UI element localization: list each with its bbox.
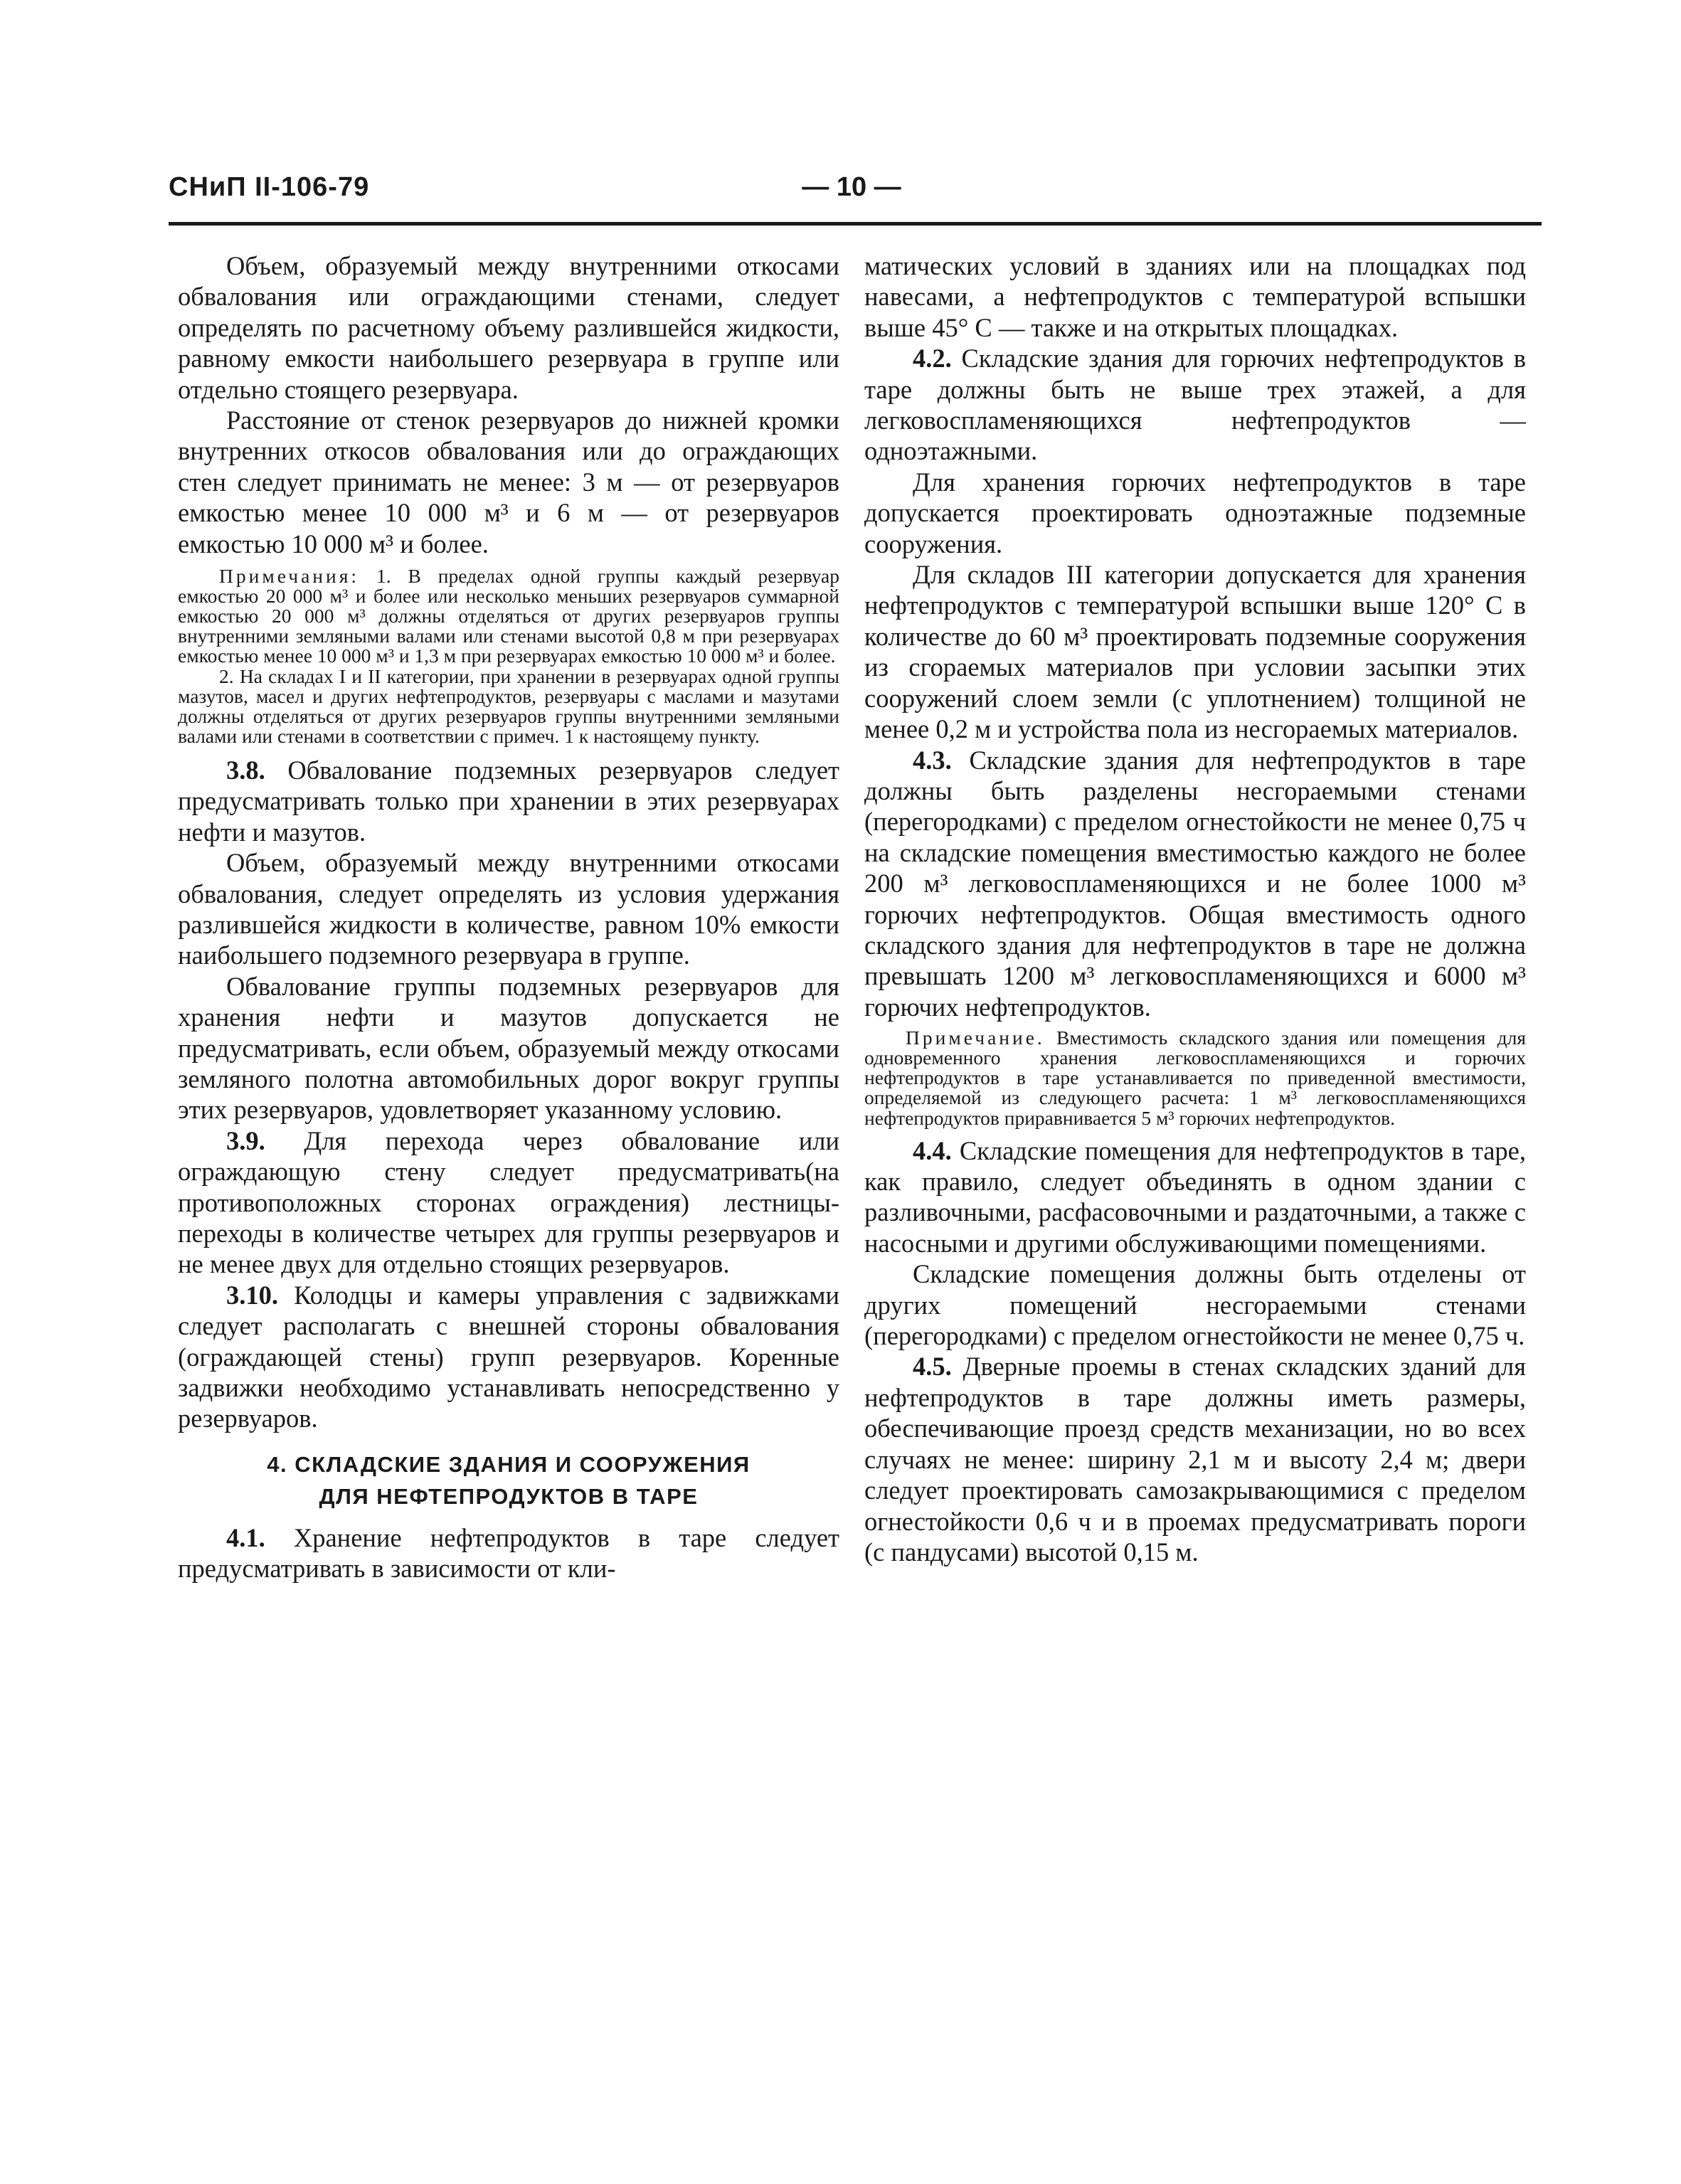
note bbox=[864, 1028, 1526, 1128]
paragraph: Складские помещения должны быть отделены от других помещений несгораемыми стенами (перегородками) с пределом огнестойкости не менее 0,75 ч. bbox=[864, 1259, 1526, 1351]
left-column bbox=[178, 250, 839, 1584]
clause-4-1 bbox=[178, 1522, 839, 1584]
clause-4-5 bbox=[864, 1351, 1526, 1567]
paragraph: Объем, образуемый между внутренними откосами обвалования или ограждающими стенами, следует определять по расчетному объему разлившейся жидкости, равному емкости наибольшего резервуара в группе или отдельно стоящего резервуара. bbox=[178, 251, 839, 404]
clause-number: 4.3. bbox=[913, 745, 952, 775]
clause-text: Колодцы и камеры управления с задвижками следует располагать с внешней стороны обвалования (ограждающей стены) групп резервуаров. Коренные задвижки необходимо устанавливать непосредственно у резервуаров. bbox=[178, 1280, 839, 1433]
clause-number: 4.5. bbox=[913, 1352, 952, 1382]
clause-number: 3.9. bbox=[226, 1125, 265, 1155]
clause-3-10 bbox=[178, 1280, 839, 1434]
note: 2. На складах I и II категории, при хранении в резервуарах одной группы мазутов, масел и других нефтепродуктов, резервуары с маслами и мазутами должны отделяться от других резервуаров группы внутренними земляными валами или стенами в соответствии с примеч. 1 к настоящему пункту. bbox=[178, 664, 839, 747]
note-label: Примечания: bbox=[219, 565, 360, 588]
clause-text: Хранение нефтепродуктов в таре следует предусматривать в зависимости от кли- bbox=[178, 1522, 839, 1584]
clause-text: Складские здания для горючих нефтепродуктов в таре должны быть не выше трех этажей, а для легковоспламеняющихся нефтепродуктов — одноэтажными. bbox=[864, 344, 1526, 466]
paragraph: Для хранения горючих нефтепродуктов в таре допускается проектировать одноэтажные подземные сооружения. bbox=[864, 467, 1526, 558]
right-column bbox=[864, 250, 1526, 1567]
clause-3-8 bbox=[178, 755, 839, 847]
clause-text: Складские помещения для нефтепродуктов в таре, как правило, следует объединять в одном здании с разливочными, расфасовочными и раздаточными, а также с насосными и другими обслуживающими помещениями. bbox=[864, 1135, 1526, 1258]
paragraph: Для складов III категории допускается для хранения нефтепродуктов с температурой вспышки выше 120° С в количестве до 60 м³ проектировать подземные сооружения из сгораемых материалов при условии засыпки этих сооружений слоем земли (с уплотнением) толщиной не менее 0,2 м и устройства пола из несгораемых материалов. bbox=[864, 560, 1526, 744]
clause-4-4 bbox=[864, 1135, 1526, 1259]
clause-number: 3.8. bbox=[226, 755, 265, 785]
clause-text: Дверные проемы в стенах складских зданий для нефтепродуктов в таре должны иметь размеры, обеспечивающие проезд средств механизации, но во всех случаях не менее: ширину 2,1 м и высоту 2,4 м; двери следует проектировать самозакрывающимися с пределом огнестойкости 0,6 ч и в проемах предусматривать пороги (с пандусами) высотой 0,15 м. bbox=[864, 1352, 1526, 1567]
page-header bbox=[169, 172, 1542, 226]
clause-number: 4.4. bbox=[913, 1135, 952, 1165]
clause-number: 4.2. bbox=[913, 344, 952, 373]
note bbox=[178, 566, 839, 666]
clause-4-2 bbox=[864, 343, 1526, 467]
page-number: — 10 — bbox=[802, 172, 901, 202]
clause-text: Складские здания для нефтепродуктов в таре должны быть разделены несгораемыми стенами (перегородками) с пределом огнестойкости не менее 0,75 ч на складские помещения вместимостью каждого не более 200 м³ легковоспламеняющихся и не более 1000 м³ горючих нефтепродуктов. Общая вместимость одного складского здания для нефтепродуктов в таре не должна превышать 1200 м³ легковоспламеняющихся и 6000 м³ горючих нефтепродуктов. bbox=[864, 745, 1526, 1022]
section-heading bbox=[178, 1448, 839, 1512]
section-heading-line: ДЛЯ НЕФТЕПРОДУКТОВ В ТАРЕ bbox=[319, 1483, 699, 1509]
clause-4-3 bbox=[864, 745, 1526, 1023]
paragraph: матических условий в зданиях или на площадках под навесами, а нефтепродуктов с температурой вспышки выше 45° С — также и на открытых площадках. bbox=[864, 251, 1526, 342]
paragraph: Объем, образуемый между внутренними откосами обвалования, следует определять из условия удержания разлившейся жидкости в количестве, равном 10% емкости наибольшего подземного резервуара в группе. bbox=[178, 848, 839, 970]
clause-text: Для перехода через обвалование или ограждающую стену следует предусматривать(на противоположных сторонах ограждения) лестницы-переходы в количестве четырех для группы резервуаров и не менее двух для отдельно стоящих резервуаров. bbox=[178, 1125, 839, 1279]
note-text: 1. В пределах одной группы каждый резервуар емкостью 20 000 м³ и более или несколько меньших резервуаров суммарной емкостью 20 000 м³ должны отделяться от других резервуаров группы внутренними земляными валами или стенами высотой 0,8 м при резервуарах емкостью менее 10 000 м³ и 1,3 м при резервуарах емкостью 10 000 м³ и более. bbox=[178, 565, 839, 667]
clause-number: 3.10. bbox=[226, 1280, 278, 1310]
clause-text: Обвалование подземных резервуаров следует предусматривать только при хранении в этих резервуарах нефти и мазутов. bbox=[178, 755, 839, 847]
paragraph: Расстояние от стенок резервуаров до нижней кромки внутренних откосов обвалования или до ограждающих стен следует принимать не менее: 3 м — от резервуаров емкостью менее 10 000 м³ и 6 м — от резервуаров емкостью 10 000 м³ и более. bbox=[178, 405, 839, 558]
note-label: Примечание. bbox=[906, 1027, 1045, 1049]
section-heading-line: 4. СКЛАДСКИЕ ЗДАНИЯ И СООРУЖЕНИЯ bbox=[267, 1451, 751, 1477]
document-code: СНиП II-106-79 bbox=[169, 172, 370, 202]
clause-3-9 bbox=[178, 1125, 839, 1280]
clause-number: 4.1. bbox=[226, 1522, 265, 1552]
paragraph: Обвалование группы подземных резервуаров для хранения нефти и мазутов допускается не предусматривать, если объем, образуемый между откосами земляного полотна автомобильных дорог вокруг группы этих резервуаров, удовлетворяет указанному условию. bbox=[178, 971, 839, 1125]
note-text: Вместимость складского здания или помещения для одновременного хранения легковоспламеняющихся и горючих нефтепродуктов в таре устанавливается по приведенной вместимости, определяемой из следующего расчета: 1 м³ легковоспламеняющихся нефтепродуктов приравнивается 5 м³ горючих нефтепродуктов. bbox=[864, 1027, 1526, 1129]
